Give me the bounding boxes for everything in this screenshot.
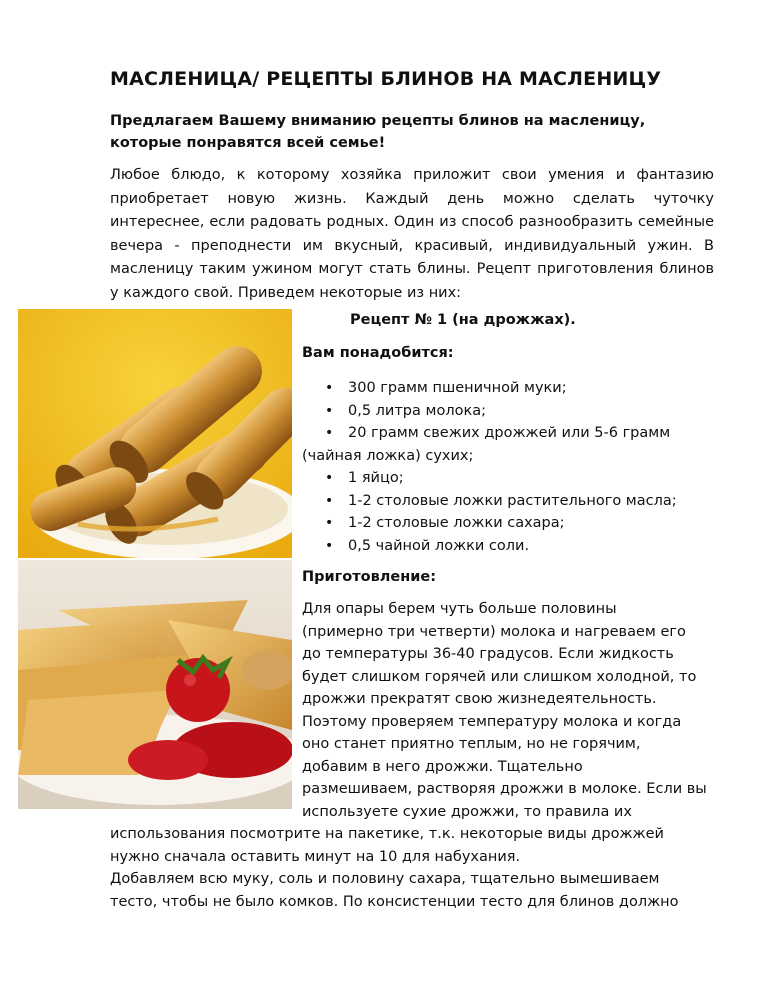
ingredients-list xyxy=(302,377,722,557)
method-line: до температуры 36-40 градусов. Если жидкость xyxy=(302,646,674,662)
ingredient-item: • 20 грамм свежих дрожжей или 5-6 грамм (чайная ложка) сухих; xyxy=(302,422,722,467)
subtitle: Предлагаем Вашему вниманию рецепты блинов на масленицу, которые понравятся всей семье! xyxy=(110,113,646,151)
method-line: размешиваем, растворяя дрожжи в молоке. Если вы xyxy=(302,781,707,797)
ingredient-item: • 1-2 столовые ложки сахара; xyxy=(302,512,722,535)
ingredients-heading: Вам понадобится: xyxy=(302,345,454,361)
method-line: тесто, чтобы не было комков. По консистенции тесто для блинов должно xyxy=(110,893,679,910)
method-line: нужно сначала оставить минут на 10 для набухания. xyxy=(110,848,521,865)
intro-paragraph: Любое блюдо, к которому хозяйка приложит свои умения и фантазию приобретает новую жизнь. Каждый день можно сделать чуточку интереснее, если радовать родных. Один из способ разнообразить семейные вечера - преподнести им вкусный, красивый, индивидуальный ужин. В масленицу таким ужином могут стать блины. Рецепт приготовления блинов у каждого свой. Приведем некоторые из них: xyxy=(110,167,714,301)
ingredient-item: • 300 грамм пшеничной муки; xyxy=(302,377,722,400)
method-line: оно станет приятно теплым, но не горячим, xyxy=(302,736,641,752)
rolled-pancakes-photo xyxy=(18,309,292,558)
method-text xyxy=(110,598,730,913)
recipe-title: Рецепт № 1 (на дрожжах). xyxy=(350,312,576,328)
ingredient-item: • 1 яйцо; xyxy=(302,467,722,490)
ingredient-item: • 0,5 чайной ложки соли. xyxy=(302,535,722,558)
method-line: дрожжи прекратят свою жизнедеятельность. xyxy=(302,691,657,707)
method-line: Поэтому проверяем температуру молока и когда xyxy=(302,713,682,730)
method-line: добавим в него дрожжи. Тщательно xyxy=(302,758,583,775)
page-title: МАСЛЕНИЦА/ РЕЦЕПТЫ БЛИНОВ НА МАСЛЕНИЦУ xyxy=(110,68,662,90)
preparation-heading: Приготовление: xyxy=(302,569,437,585)
method-line: (примерно три четверти) молока и нагреваем его xyxy=(302,623,686,640)
ingredient-item: • 0,5 литра молока; xyxy=(302,400,722,423)
method-line: будет слишком горячей или слишком холодной, то xyxy=(302,668,697,685)
method-line: используете сухие дрожжи, то правила их xyxy=(302,803,632,820)
method-line: Добавляем всю муку, соль и половину сахара, тщательно вымешиваем xyxy=(110,871,660,887)
ingredient-item: • 1-2 столовые ложки растительного масла; xyxy=(302,490,722,513)
method-line: Для опары берем чуть больше половины xyxy=(302,601,617,617)
method-line: использования посмотрите на пакетике, т.к. некоторые виды дрожжей xyxy=(110,826,664,842)
